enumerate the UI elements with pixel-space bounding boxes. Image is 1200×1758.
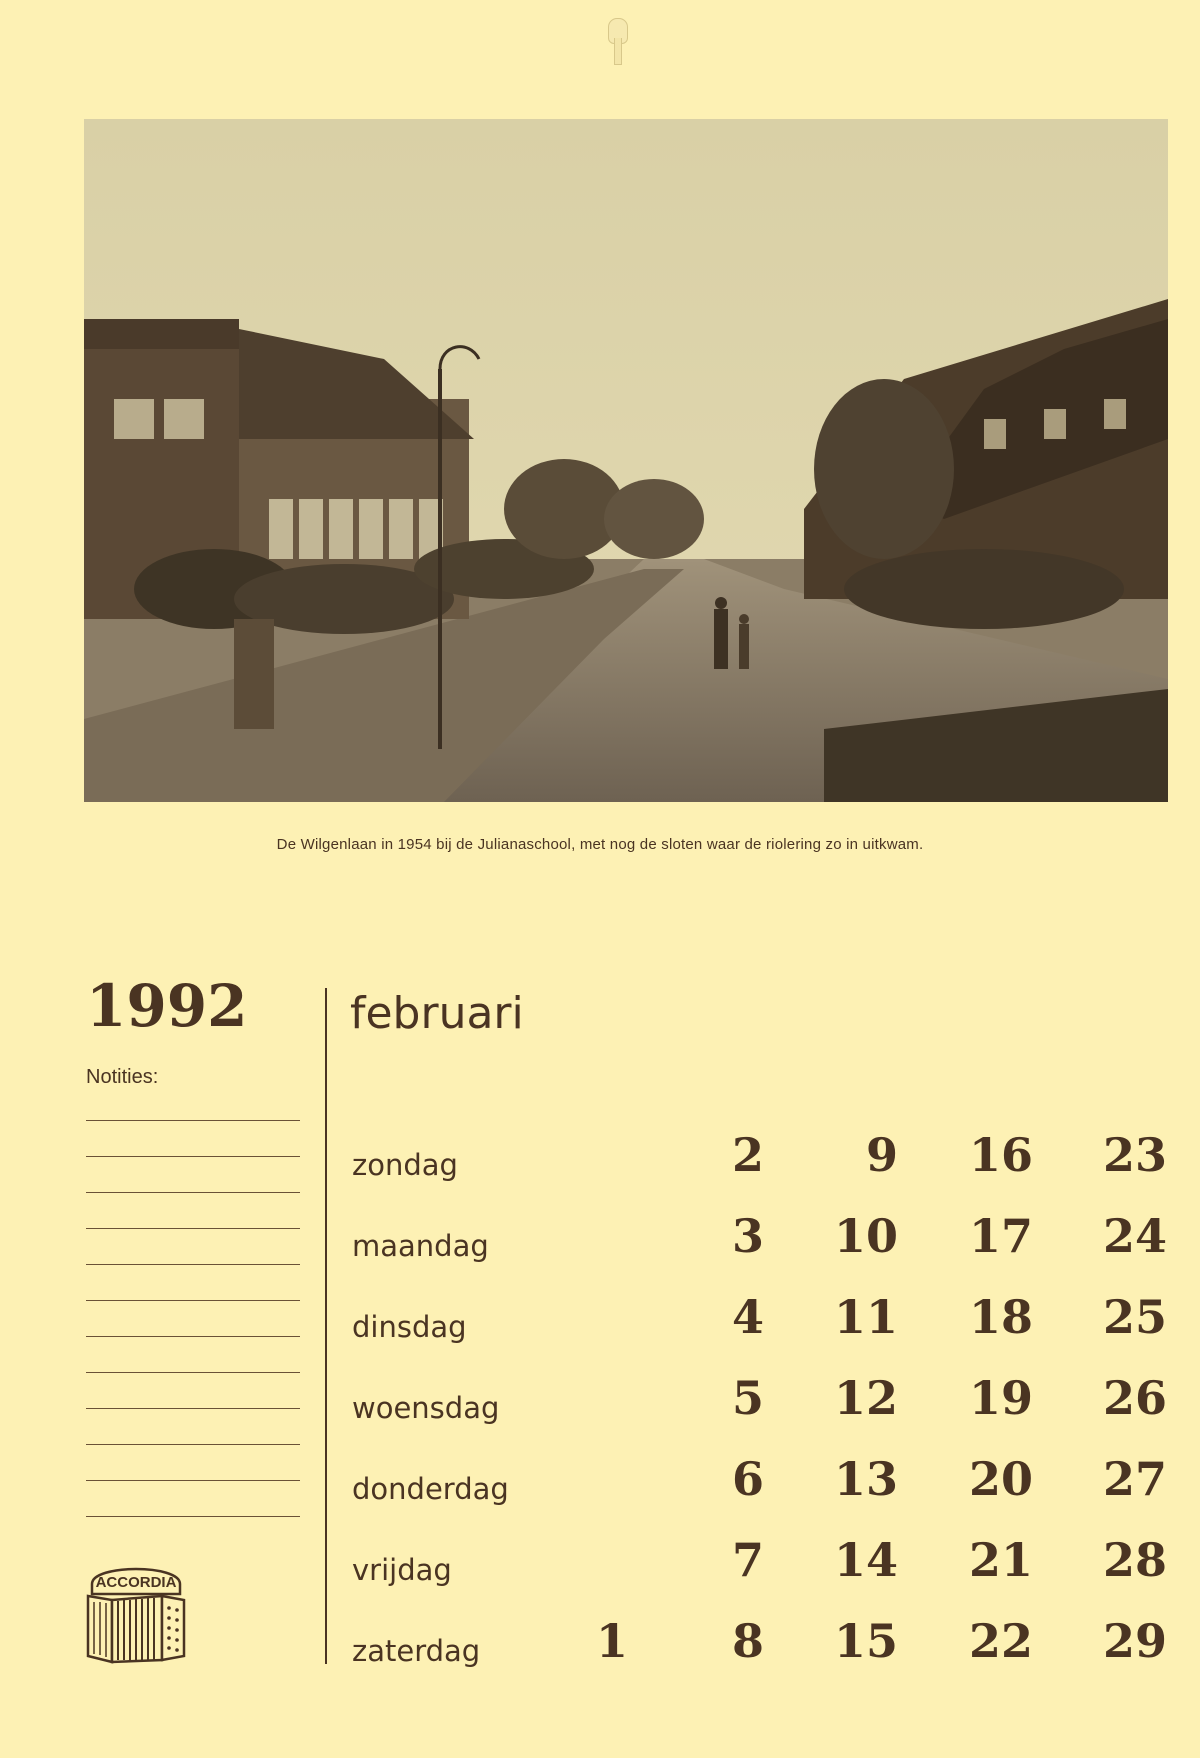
date-cell: 28 (1102, 1533, 1167, 1587)
date-cell: 25 (1102, 1290, 1167, 1344)
date-cell: 14 (833, 1533, 898, 1587)
note-line (86, 1372, 300, 1373)
note-line (86, 1336, 300, 1337)
date-cell: 23 (1102, 1128, 1167, 1182)
date-cell: 21 (968, 1533, 1033, 1587)
date-cell: 20 (968, 1452, 1033, 1506)
note-line (86, 1516, 300, 1517)
date-cell: 12 (833, 1371, 898, 1425)
date-cell: 8 (731, 1614, 764, 1668)
day-name: vrijdag (352, 1553, 452, 1587)
date-cell: 5 (731, 1371, 764, 1425)
date-cell: 9 (865, 1128, 898, 1182)
date-cell: 13 (833, 1452, 898, 1506)
accordion-logo-icon (82, 1556, 190, 1666)
day-name: woensdag (352, 1391, 500, 1425)
date-cell: 6 (731, 1452, 764, 1506)
note-line (86, 1300, 300, 1301)
street-photo-icon (84, 119, 1168, 802)
date-cell: 16 (968, 1128, 1033, 1182)
date-cell: 29 (1102, 1614, 1167, 1668)
day-name: dinsdag (352, 1310, 467, 1344)
date-cell: 7 (731, 1533, 764, 1587)
street-photo (84, 119, 1168, 802)
date-cell: 11 (833, 1290, 898, 1344)
date-cell: 18 (968, 1290, 1033, 1344)
note-line (86, 1444, 300, 1445)
photo-caption: De Wilgenlaan in 1954 bij de Julianaschool, met nog de sloten waar de riolering zo in uitkwam. (276, 836, 924, 853)
note-line (86, 1480, 300, 1481)
date-cell: 26 (1102, 1371, 1167, 1425)
hanging-hole-slot (614, 38, 622, 65)
date-cell: 17 (968, 1209, 1033, 1263)
day-name: maandag (352, 1229, 489, 1263)
date-cell: 15 (833, 1614, 898, 1668)
date-cell: 24 (1102, 1209, 1167, 1263)
day-name: zaterdag (352, 1634, 481, 1668)
date-cell: 27 (1102, 1452, 1167, 1506)
logo-text: ACCORDIA (95, 1574, 177, 1591)
day-name: donderdag (352, 1472, 509, 1506)
note-line (86, 1264, 300, 1265)
note-line (86, 1120, 300, 1121)
note-line (86, 1408, 300, 1409)
date-cell: 1 (595, 1614, 628, 1668)
column-divider (325, 988, 327, 1664)
notes-label: Notities: (86, 1066, 159, 1088)
date-cell: 2 (731, 1128, 764, 1182)
day-name: zondag (352, 1148, 458, 1182)
month-title: februari (350, 988, 524, 1039)
date-cell: 3 (731, 1209, 764, 1263)
date-cell: 22 (968, 1614, 1033, 1668)
note-line (86, 1192, 300, 1193)
date-cell: 4 (731, 1290, 764, 1344)
note-line (86, 1156, 300, 1157)
date-cell: 10 (833, 1209, 898, 1263)
note-line (86, 1228, 300, 1229)
calendar-year: 1992 (86, 972, 248, 1040)
date-cell: 19 (968, 1371, 1033, 1425)
